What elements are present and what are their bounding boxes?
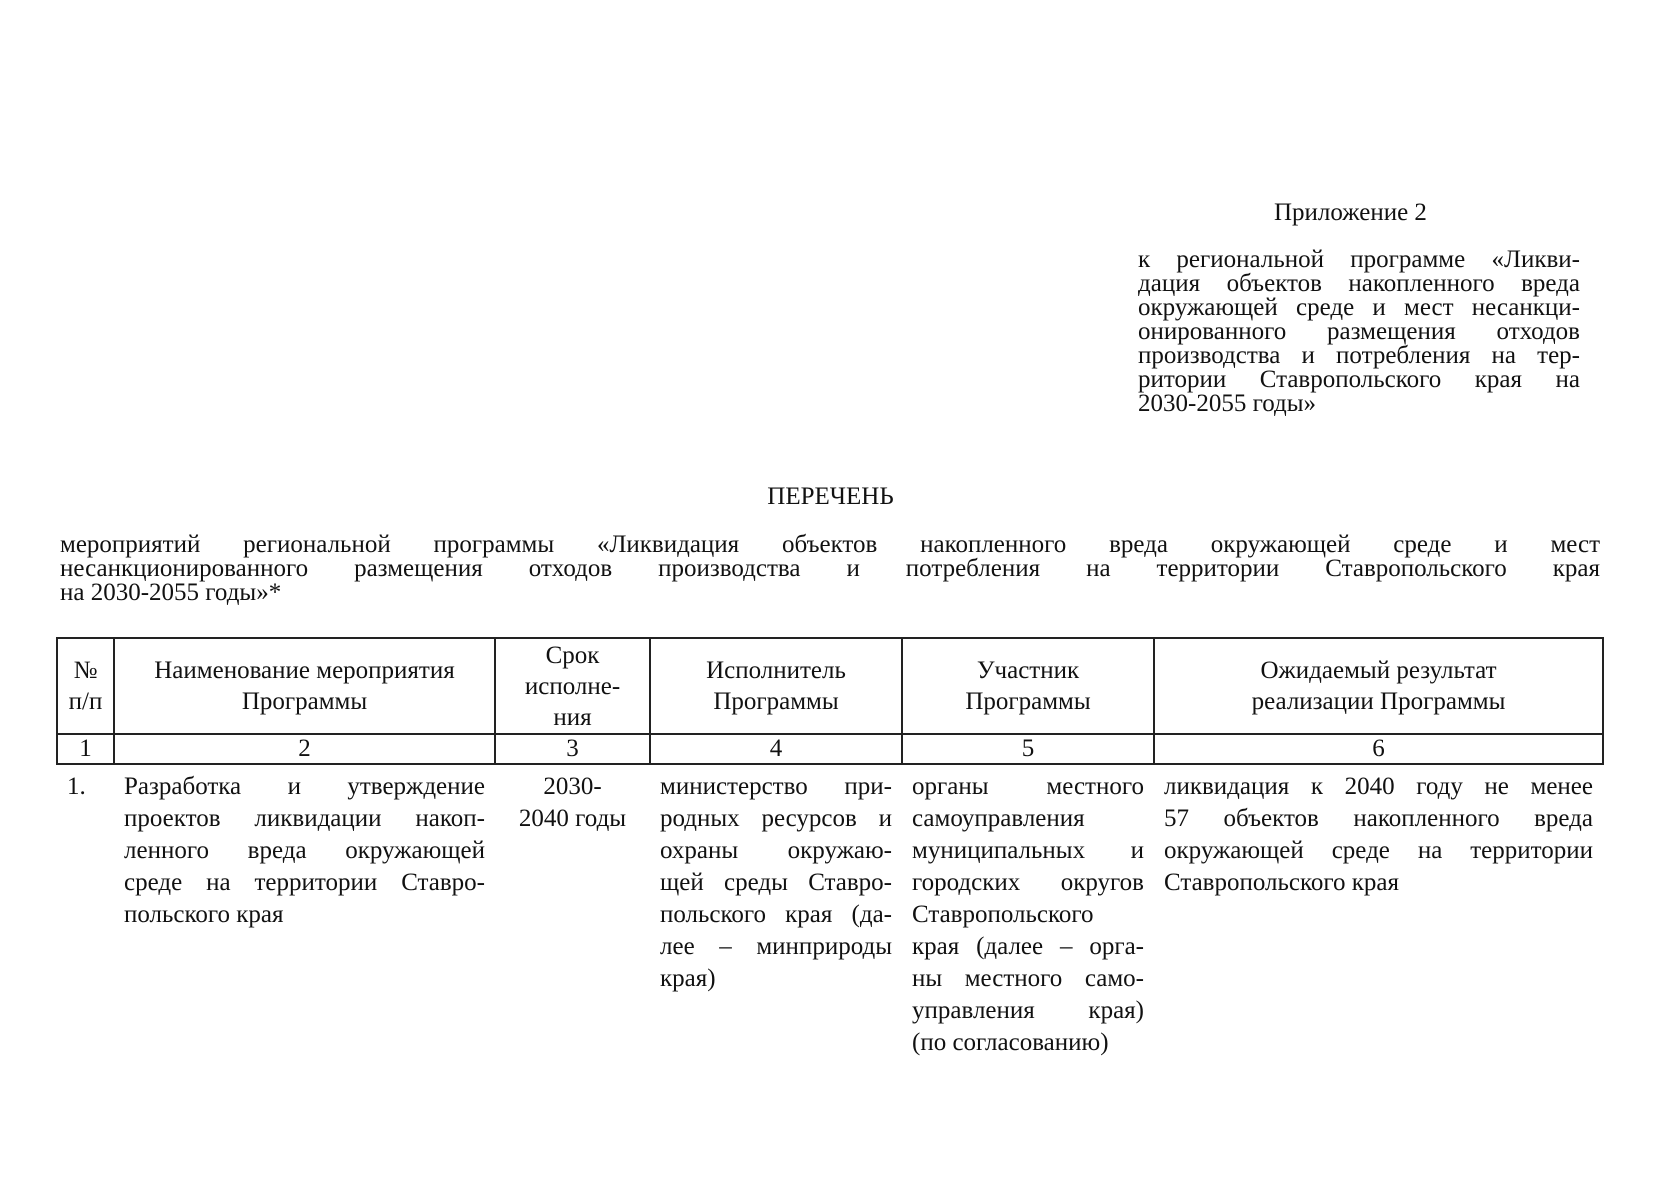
measures-table bbox=[56, 637, 1604, 1059]
header-line: Участник bbox=[976, 657, 1080, 684]
header-line: Программы bbox=[241, 688, 368, 715]
column-number: 1 bbox=[57, 734, 114, 764]
row-number: 1. bbox=[67, 773, 86, 800]
measure-name-cell bbox=[114, 764, 495, 1059]
cell-text-line: лее – минприроды bbox=[660, 933, 892, 960]
cell-text-line: 2040 годы bbox=[518, 805, 627, 832]
cell-text-line: ны местного само- bbox=[912, 965, 1144, 992]
subheading-line: на 2030-2055 годы»* bbox=[60, 579, 282, 606]
header-line: п/п bbox=[68, 688, 103, 715]
cell-text-line: края (далее – орга- bbox=[912, 933, 1144, 960]
cell-text-line: 57 объектов накопленного вреда bbox=[1164, 805, 1593, 832]
cell-text-line: управления края) bbox=[912, 997, 1144, 1024]
cell-text-line: польского края bbox=[124, 901, 284, 928]
header-line: Программы bbox=[965, 688, 1091, 715]
expected-result-cell bbox=[1154, 764, 1603, 1059]
document-subheading bbox=[60, 533, 1600, 605]
table-header-row bbox=[57, 638, 1603, 734]
cell-text-line: самоуправления bbox=[912, 805, 1085, 832]
appendix-text-line: ритории Ставропольского края на bbox=[1138, 366, 1580, 393]
appendix-text-line: онированного размещения отходов bbox=[1138, 318, 1580, 345]
cell-text-line: щей среды Ставро- bbox=[660, 869, 892, 896]
cell-text-line: среде на территории Ставро- bbox=[124, 869, 485, 896]
appendix-text bbox=[1138, 248, 1580, 416]
appendix-text-line: 2030-2055 годы» bbox=[1138, 390, 1317, 417]
header-expected-result bbox=[1154, 638, 1603, 734]
cell-text-line: ленного вреда окружающей bbox=[124, 837, 485, 864]
header-measure-name bbox=[114, 638, 495, 734]
header-line: реализации Программы bbox=[1251, 688, 1506, 715]
participant-cell bbox=[902, 764, 1154, 1059]
header-term bbox=[495, 638, 650, 734]
cell-text-line: министерство при- bbox=[660, 773, 892, 800]
cell-text-line: Разработка и утверждение bbox=[124, 773, 485, 800]
subheading-line: несанкционированного размещения отходов производства и потребления на территории Ставропольского края bbox=[60, 555, 1600, 582]
table-row bbox=[57, 764, 1603, 1059]
header-participant bbox=[902, 638, 1154, 734]
column-number: 5 bbox=[902, 734, 1154, 764]
cell-text-line: проектов ликвидации накоп- bbox=[124, 805, 485, 832]
cell-text-line: польского края (да- bbox=[660, 901, 892, 928]
cell-text-line: Ставропольского bbox=[912, 901, 1094, 928]
cell-text-line: Ставропольского края bbox=[1164, 869, 1399, 896]
document-heading: ПЕРЕЧЕНЬ bbox=[767, 483, 894, 510]
cell-text-line: ликвидация к 2040 году не менее bbox=[1164, 773, 1593, 800]
header-line: Исполнитель bbox=[706, 657, 846, 684]
term-cell bbox=[495, 764, 650, 1059]
cell-text-line: окружающей среде на территории bbox=[1164, 837, 1593, 864]
header-line: ния bbox=[553, 703, 592, 731]
header-line: № bbox=[73, 657, 98, 684]
cell-text-line: (по согласованию) bbox=[912, 1029, 1109, 1056]
appendix-text-line: дация объектов накопленного вреда bbox=[1138, 270, 1580, 297]
table-column-number-row bbox=[57, 734, 1603, 764]
column-number: 6 bbox=[1154, 734, 1603, 764]
appendix-text-line: производства и потребления на тер- bbox=[1138, 342, 1580, 369]
cell-text-line: 2030- bbox=[543, 773, 602, 800]
appendix-title: Приложение 2 bbox=[1274, 199, 1427, 226]
cell-text-line: края) bbox=[660, 965, 716, 992]
subheading-line: мероприятий региональной программы «Ликвидация объектов накопленного вреда окружающей среде и мест bbox=[60, 531, 1600, 558]
header-line: Наименование мероприятия bbox=[154, 657, 455, 684]
cell-text-line: муниципальных и bbox=[912, 837, 1144, 864]
header-executor bbox=[650, 638, 902, 734]
header-line: Ожидаемый результат bbox=[1260, 657, 1497, 684]
cell-text-line: охраны окружаю- bbox=[660, 837, 892, 864]
header-line: исполне- bbox=[524, 672, 621, 700]
column-number: 4 bbox=[650, 734, 902, 764]
appendix-text-line: окружающей среде и мест несанкци- bbox=[1138, 294, 1580, 321]
appendix-text-line: к региональной программе «Ликви- bbox=[1138, 246, 1580, 273]
column-number: 3 bbox=[495, 734, 650, 764]
cell-text-line: родных ресурсов и bbox=[660, 805, 892, 832]
executor-cell bbox=[650, 764, 902, 1059]
header-number bbox=[57, 638, 114, 734]
header-line: Программы bbox=[713, 688, 839, 715]
header-line: Срок bbox=[545, 641, 600, 669]
cell-text-line: городских округов bbox=[912, 869, 1144, 896]
column-number: 2 bbox=[114, 734, 495, 764]
cell-text-line: органы местного bbox=[912, 773, 1144, 800]
